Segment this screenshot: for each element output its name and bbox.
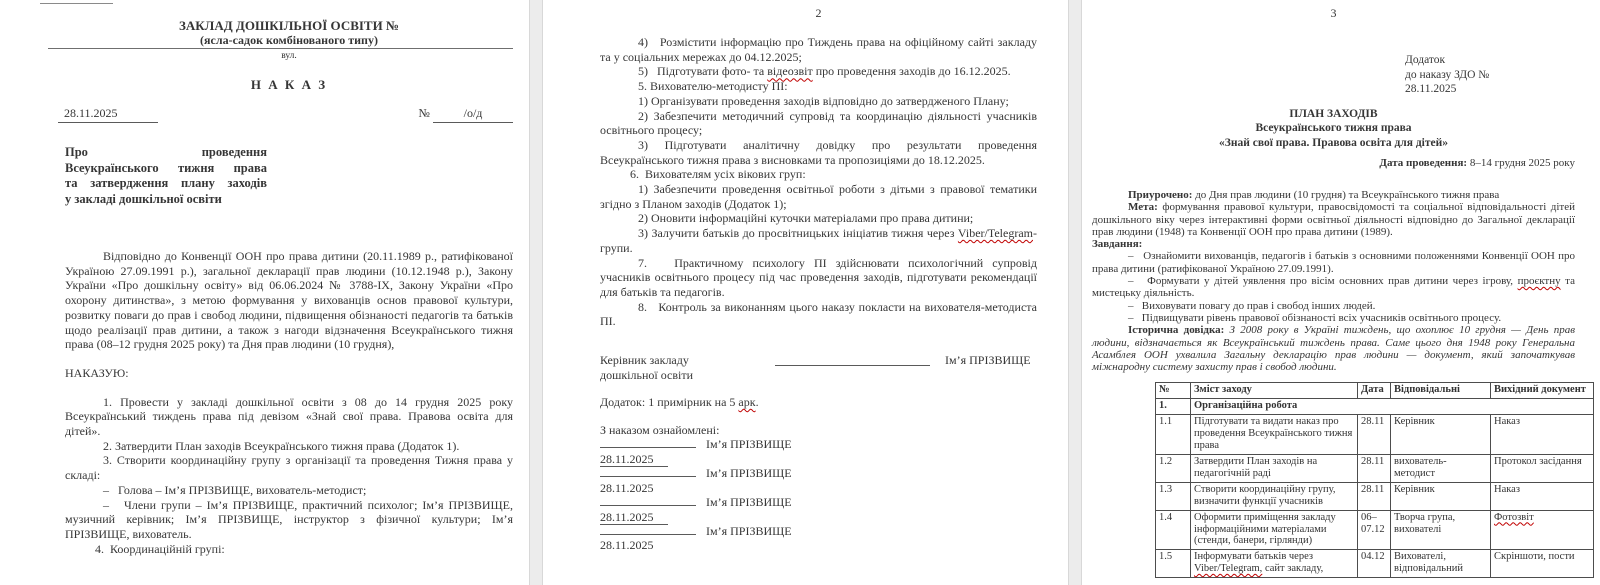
signatory-row <box>600 495 1037 509</box>
field-value: З 2008 року в Україні тиждень, що охоплює 10 грудня — День прав людини, відзначається як Всеукраїнський тиждень права. Саме цього дня 1948 року Генеральна Асамблея ООН ухвалила Загальну декларацію прав людини — документ, який започаткував міжнародну систему захисту прав і свобод людини. <box>1092 324 1575 374</box>
decree-subitem: 1) Організувати проведення заходів відповідно до затвердженого Плану; <box>638 93 1009 108</box>
plan-title-line: ПЛАН ЗАХОДІВ <box>1289 107 1378 120</box>
order-body <box>65 249 513 556</box>
subject-line: Про проведення <box>65 145 267 159</box>
goal-paragraph <box>1092 201 1575 238</box>
cell-responsible: вихователь-методист <box>1391 454 1491 482</box>
cutoff-rule <box>40 3 113 4</box>
table-header-row <box>1156 383 1594 399</box>
decree-label: НАКАЗУЮ: <box>65 365 129 380</box>
table-row <box>1156 415 1594 455</box>
text-segment: . <box>755 395 759 410</box>
signatory-name: Ім’я ПРІЗВИЩЕ <box>706 466 792 481</box>
cell-num: 1.5 <box>1156 550 1191 578</box>
cell-date: 04.12 <box>1358 550 1391 578</box>
cell-date: 28.11 <box>1358 454 1391 482</box>
cell-responsible: Творча група, вихователі <box>1391 510 1491 550</box>
field-value: формування правової культури, правосвідомості та соціальної відповідальності дітей дошкільного віку через інтерактивні форми освітньої діяльності відповідно до Загальної декларації прав людини (1948) та Конвенції ООН про права дитини (1989). <box>1092 201 1575 238</box>
page-number: 2 <box>815 6 822 20</box>
signature-line <box>600 437 696 448</box>
header-cell-num: № <box>1156 383 1191 399</box>
decree-item: 4. Координаційній групі: <box>95 541 225 556</box>
cell-responsible: Керівник <box>1391 482 1491 510</box>
org-type: (ясла-садок комбінованого типу) <box>200 33 378 47</box>
decree-subitem: 2) Забезпечити методичний супровід та координацію діяльності учасників освітнього процесу; <box>600 108 1037 138</box>
table-row <box>1156 454 1594 482</box>
decree-item: 1. Провести у закладі дошкільної освіти з 08 до 14 грудня 2025 року Всеукраїнський тиждень права під девізом «Знай свої права. Правова освіта для дітей». <box>65 394 513 439</box>
table-row <box>1156 482 1594 510</box>
order-date: 28.11.2025 <box>58 106 158 123</box>
decree-item: 8. Контроль за виконанням цього наказу покласти на вихователя-методиста ПІ. <box>600 299 1037 329</box>
task-item: – Ознайомити вихованців, педагогів і батьків з основними положеннями Конвенції ООН про права дитини (ратифікованої Україною 27.09.1991). <box>1092 250 1575 275</box>
event-date-line <box>1092 157 1575 170</box>
signer-role: Керівник закладу <box>600 353 689 368</box>
signatory-date <box>600 538 1037 552</box>
signer-role: дошкільної освіти <box>600 368 694 383</box>
cell-document: Наказ <box>1491 482 1594 510</box>
signatory-date <box>600 481 1037 495</box>
decree-item: 5. Вихователю-методисту ПІ: <box>638 79 788 94</box>
table-row <box>1156 510 1594 550</box>
table-row <box>1156 550 1594 578</box>
cell-document: Протокол засідання <box>1491 454 1594 482</box>
order-subject <box>65 145 267 207</box>
decree-item: 6. Вихователям усіх вікових груп: <box>630 167 806 182</box>
field-label: Історична довідка: <box>1128 324 1225 337</box>
plan-title-line: Всеукраїнського тижня права <box>1255 122 1412 134</box>
decree-item: 2. Затвердити План заходів Всеукраїнського тижня права (Додаток 1). <box>103 438 460 453</box>
appendix-line: Додаток <box>1405 54 1446 66</box>
director-signature-row <box>600 353 1037 368</box>
text-segment: сайт закладу, <box>1262 563 1324 575</box>
decree-subitem: 4) Розмістити інформацію про Тиждень права на офіційному сайті закладу та у соціальних мережах до 04.12.2025; <box>600 35 1037 64</box>
signatory-name: Ім’я ПРІЗВИЩЕ <box>706 523 792 538</box>
signatory-row <box>600 437 1037 451</box>
signature-line <box>600 495 696 506</box>
text-segment: – Формувати у дітей уявлення про вісім основних прав дитини через ігрову, <box>1128 275 1518 288</box>
decree-subitem <box>600 64 1037 79</box>
acknowledged-label: З наказом ознайомлені: <box>600 422 720 437</box>
page-1[interactable] <box>0 0 529 585</box>
plan-table <box>1155 382 1594 578</box>
cell-num: 1.3 <box>1156 482 1191 510</box>
order-body-continued <box>600 35 1037 553</box>
task-item: – Підвищувати рівень правової обізнаності всіх учасників освітнього процесу. <box>1128 311 1502 324</box>
header-cell-document: Вихідний документ <box>1491 383 1594 399</box>
decree-subitem: – Голова – Ім’я ПРІЗВИЩЕ, вихователь-методист; <box>103 482 367 497</box>
misspelled-word: арк <box>738 395 756 410</box>
cell-document: Скріншоти, пости <box>1491 550 1594 578</box>
misspelled-word: Viber/Telegram, <box>1194 563 1263 575</box>
text-segment: -групи. <box>600 226 1037 255</box>
cell-responsible: Вихователі, відповідальний <box>1391 550 1491 578</box>
order-number-label: № <box>418 106 430 120</box>
cell-content: Оформити приміщення закладу інформаційними матеріалами (стенди, банери, гірлянди) <box>1191 510 1358 550</box>
decree-subitem: – Члени групи – Ім’я ПРІЗВИЩЕ, практичний психолог; Ім’я ПРІЗВИЩЕ, музичний керівник; Ім’я ПРІЗВИЩЕ, інструктор з фізичної культури; Ім’я ПРІЗВИЩЕ, вихователь. <box>65 497 513 541</box>
section-title: Організаційна робота <box>1191 399 1594 415</box>
subject-line: та затвердження плану заходів <box>65 176 267 190</box>
signatory-date <box>600 510 1037 524</box>
signatory-row <box>600 524 1037 538</box>
cell-num: 1.4 <box>1156 510 1191 550</box>
street-line: вул. <box>281 51 297 61</box>
signatory-name: Ім’я ПРІЗВИЩЕ <box>706 437 792 452</box>
header-cell-content: Зміст заходу <box>1191 383 1358 399</box>
dedicated-line <box>1092 189 1575 201</box>
page-gap <box>1068 0 1082 585</box>
tasks-label: Завдання: <box>1092 238 1143 251</box>
date-value: 28.11.2025 <box>600 538 654 553</box>
signature-line <box>600 466 696 477</box>
attachment-note <box>600 395 1037 410</box>
subject-line: у закладі дошкільної освіти <box>65 191 222 206</box>
misspelled-word: проєктну <box>1517 275 1561 288</box>
cell-content <box>1191 550 1358 578</box>
decree-subitem: 2) Оновити інформаційні куточки матеріалами про права дитини; <box>638 211 974 226</box>
cell-num: 1.1 <box>1156 415 1191 455</box>
date-value: 28.11.2025 <box>600 452 668 467</box>
date-value: 28.11.2025 <box>600 480 654 495</box>
field-label: Дата проведення: <box>1379 157 1468 169</box>
decree-subitem <box>600 226 1037 255</box>
field-label: Приурочено: <box>1128 189 1193 201</box>
decree-item: 3. Створити координаційну групу з організації та проведення Тижня права у складі: <box>65 453 513 483</box>
text-segment: 3) Залучити батьків до просвітницьких ініціатив тижня через <box>638 226 958 241</box>
header-cell-responsible: Відповідальні <box>1391 383 1491 399</box>
plan-title-line: «Знай свої права. Правова освіта для дітей» <box>1219 136 1448 149</box>
plan-title <box>1092 107 1575 151</box>
header-cell-date: Дата <box>1358 383 1391 399</box>
appendix-line: до наказу ЗДО № <box>1405 68 1490 81</box>
text-segment: та мистецьку діяльність. <box>1092 275 1575 300</box>
order-heading: Н А К А З <box>250 77 328 92</box>
plan-description <box>1092 189 1575 373</box>
page-number: 3 <box>1330 6 1337 20</box>
text-segment: про проведення заходів до 16.12.2025. <box>812 64 1011 79</box>
signature-line <box>775 353 930 366</box>
decree-subitem: 3) Підготувати аналітичну довідку про результати проведення Всеукраїнського тижня права з висновками та пропозиціями до 18.12.2025. <box>600 137 1037 167</box>
text-segment: 5) Підготувати фото- та <box>638 64 768 79</box>
decree-subitem: 1) Забезпечити проведення освітньої роботи з дітьми з правової тематики згідно з Планом заходів (Додаток 1); <box>600 182 1037 211</box>
task-item <box>1092 275 1575 300</box>
field-value: 8–14 грудня 2025 року <box>1467 157 1575 169</box>
subject-line: Всеукраїнського тижня права <box>65 160 267 175</box>
text-segment: Додаток: 1 примірник на 5 <box>600 395 739 410</box>
page-2[interactable] <box>543 0 1068 585</box>
history-note <box>1092 324 1575 373</box>
page-gap <box>529 0 543 585</box>
field-label: Мета: <box>1128 201 1158 214</box>
appendix-block <box>1405 53 1575 97</box>
order-number <box>419 106 513 123</box>
section-num: 1. <box>1156 399 1191 415</box>
page-3[interactable] <box>1082 0 1600 585</box>
misspelled-word: відеозвіт <box>767 64 813 79</box>
cell-document: Наказ <box>1491 415 1594 455</box>
signatory-row <box>600 466 1037 480</box>
decree-item: 7. Практичному психологу ПІ здійснювати психологічний супровід учасників освітнього процесу під час проведення заходів, підготувати рекомендації для батьків та педагогів. <box>600 255 1037 299</box>
signatory-date <box>600 452 1037 466</box>
cell-date: 06–07.12 <box>1358 510 1391 550</box>
appendix-line: 28.11.2025 <box>1405 83 1457 95</box>
order-number-value: /о/д <box>433 106 513 123</box>
table-section-row <box>1156 399 1594 415</box>
signer-name: Ім’я ПРІЗВИЩЕ <box>945 353 1031 368</box>
field-value: до Дня прав людини (10 грудня) та Всеукраїнського тижня права <box>1192 189 1500 201</box>
cell-document-misspelled: Фотозвіт <box>1491 510 1594 550</box>
task-item: – Виховувати повагу до прав і свобод інших людей. <box>1128 299 1376 312</box>
cell-content: Затвердити План заходів на педагогічній раді <box>1191 454 1358 482</box>
preamble: Відповідно до Конвенції ООН про права дитини (20.11.1989 р., ратифікованої Україною 27.09.1991 р.), загальної декларації прав людини (10.12.1948 р.), Закону України «Про дошкільну освіту» від 06.06.2024 № 3788-ІХ, Закону України «Про охорону дитинства», з метою формування у вихованців основ правової культури, розвитку поваги до прав і свобод людини, підвищення обізнаності педагогів та батьків щодо реалізації прав дитини, а також з нагоди відзначення Всеукраїнського тижня права (08–12 грудня 2025 року) та Дня прав людини (10 грудня), <box>65 249 513 352</box>
cell-num: 1.2 <box>1156 454 1191 482</box>
misspelled-word: Viber/Telegram <box>957 226 1033 241</box>
cell-date: 28.11 <box>1358 482 1391 510</box>
header-rule <box>48 48 513 49</box>
signature-line <box>600 524 696 535</box>
cell-date: 28.11 <box>1358 415 1391 455</box>
date-value: 28.11.2025 <box>600 510 668 525</box>
date-number-row <box>65 106 513 123</box>
signatory-name: Ім’я ПРІЗВИЩЕ <box>706 495 792 510</box>
org-name: ЗАКЛАД ДОШКІЛЬНОЇ ОСВІТИ № <box>178 18 400 33</box>
cell-responsible: Керівник <box>1391 415 1491 455</box>
text-segment: Інформувати батьків через <box>1194 551 1314 563</box>
cell-content: Створити координаційну групу, визначити функції учасників <box>1191 482 1358 510</box>
cell-content: Підготувати та видати наказ про проведення Всеукраїнського тижня права <box>1191 415 1358 455</box>
